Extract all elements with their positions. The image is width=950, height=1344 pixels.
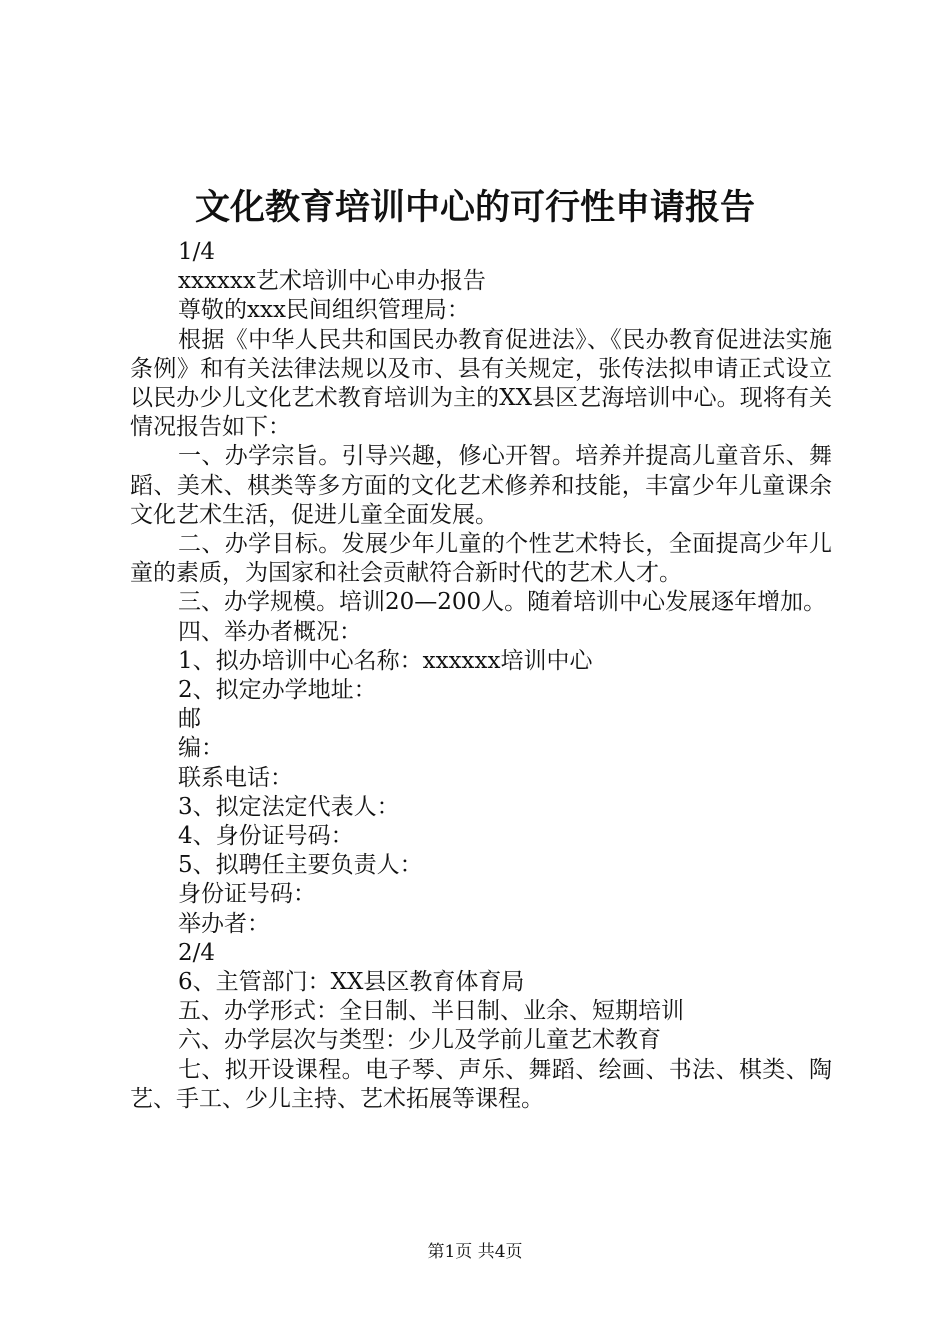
- page-footer: 第1页 共4页: [427, 1242, 523, 1262]
- organizer-item: 邮: [178, 706, 201, 733]
- section-level: 六、办学层次与类型：少儿及学前儿童艺术教育: [178, 1027, 661, 1054]
- report-subtitle: xxxxxx艺术培训中心申办报告: [178, 268, 486, 295]
- salutation: 尊敬的xxx民间组织管理局：: [178, 297, 470, 324]
- organizer-item: 3、拟定法定代表人：: [178, 793, 400, 820]
- page-marker: 2/4: [178, 939, 216, 966]
- organizer-item: 身份证号码：: [178, 881, 316, 908]
- section-scale: 三、办学规模。培训20—200人。随着培训中心发展逐年增加。: [178, 589, 827, 616]
- section-format: 五、办学形式：全日制、半日制、业余、短期培训: [178, 998, 684, 1025]
- organizer-item: 举办者：: [178, 910, 270, 937]
- organizer-item: 2、拟定办学地址：: [178, 677, 377, 704]
- section-courses: 七、拟开设课程。电子琴、声乐、舞蹈、绘画、书法、棋类、陶艺、手工、少儿主持、艺术拓展等课程。: [130, 1056, 832, 1112]
- organizer-item: 5、拟聘任主要负责人：: [178, 852, 423, 879]
- section-goal: 二、办学目标。发展少年儿童的个性艺术特长，全面提高少年儿童的素质，为国家和社会贡献符合新时代的艺术人才。: [130, 531, 832, 587]
- page-marker: 1/4: [178, 239, 216, 265]
- section-purpose: 一、办学宗旨。引导兴趣，修心开智。培养并提高儿童音乐、舞蹈、美术、棋类等多方面的文化艺术修养和技能，丰富少年儿童课余文化艺术生活，促进儿童全面发展。: [130, 443, 832, 528]
- intro-paragraph: 根据《中华人民共和国民办教育促进法》、《民办教育促进法实施条例》和有关法律法规以及市、县有关规定，张传法拟申请正式设立以民办少儿文化艺术教育培训为主的XX县区艺海培训中心。现将有关情况报告如下：: [130, 326, 832, 441]
- organizer-item: 6、主管部门：XX县区教育体育局: [178, 969, 525, 996]
- organizer-item: 4、身份证号码：: [178, 823, 354, 850]
- organizer-item: 编：: [178, 735, 224, 762]
- document-body: [130, 238, 832, 1114]
- section-organizer-heading: 四、举办者概况：: [178, 618, 362, 645]
- organizer-item: 1、拟办培训中心名称：xxxxxx培训中心: [178, 647, 593, 674]
- organizer-item: 联系电话：: [178, 764, 293, 791]
- document-title: 文化教育培训中心的可行性申请报告: [194, 188, 755, 228]
